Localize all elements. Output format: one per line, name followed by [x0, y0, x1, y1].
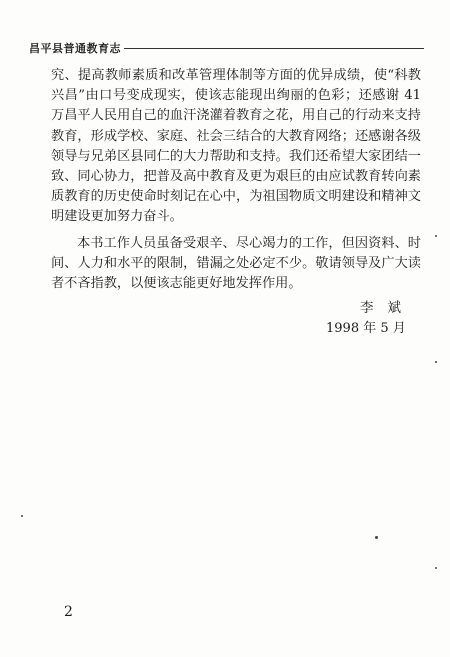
text-line: 致、同心协力，把普及高中教育及更为艰巨的由应试教育转向素 [51, 168, 421, 184]
paragraph-apology [51, 234, 421, 295]
body-text [51, 66, 421, 294]
paragraph-acknowledgements [51, 66, 421, 228]
text-line: 间、人力和水平的限制，错漏之处必定不少。敬请领导及广大读 [51, 255, 421, 271]
text-line: 究、提高教师素质和改革管理体制等方面的优异成绩，使“科教 [51, 68, 421, 83]
text-line: 领导与兄弟区县同仁的大力帮助和支持。我们还希望大家团结一 [51, 148, 421, 164]
text-line: 本书工作人员虽备受艰辛、尽心竭力的工作，但因资料、时 [77, 235, 421, 251]
running-header [29, 40, 424, 56]
scan-speck [435, 235, 437, 237]
page-number: 2 [64, 604, 73, 620]
text-line: 兴昌”由口号变成现实，使该志能现出绚丽的色彩；还感谢 41 [51, 88, 421, 104]
scan-speck [21, 515, 23, 517]
signature-date: 1998 年 5 月 [326, 321, 406, 336]
text-line: 教育，形成学校、家庭、社会三结合的大教育网络；还感谢各级 [51, 128, 421, 144]
scan-speck [435, 567, 437, 569]
text-line: 明建设更加努力奋斗。 [51, 209, 183, 225]
text-line: 质教育的历史使命时刻记在心中，为祖国物质文明建设和精神文 [51, 189, 421, 205]
text-line: 者不吝指教，以便该志能更好地发挥作用。 [51, 275, 302, 291]
header-rule [124, 48, 424, 49]
author-signature: 李斌 [360, 300, 415, 316]
text-line: 万昌平人民用自己的血汗浇灌着教育之花，用自己的行动来支持 [51, 108, 421, 124]
scan-speck [375, 536, 378, 539]
scan-speck [435, 361, 437, 363]
running-title: 昌平县普通教育志 [29, 42, 121, 55]
